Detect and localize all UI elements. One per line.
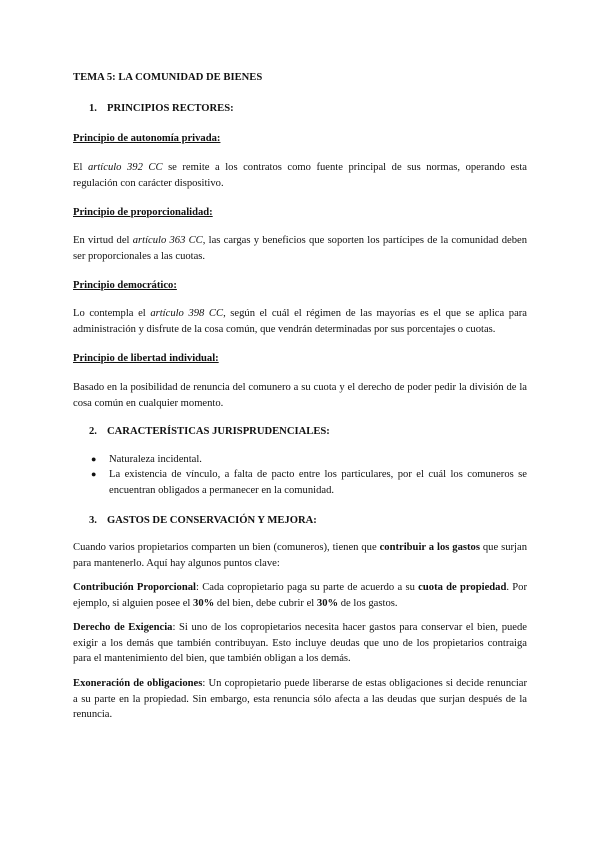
section-1-number: 1.	[89, 103, 97, 114]
text-run: se remite a los contratos como fuente principal de sus normas, operando esta regulación con carácter dispositivo.	[73, 162, 527, 189]
text-run: : Un copropietario puede liberarse de estas obligaciones si decide renunciar a su parte en la propiedad. Sin embargo, esta renuncia sólo afecta a las deudas que surjan después de la renuncia.	[73, 678, 527, 720]
section-3-number: 3.	[89, 515, 97, 526]
proportional-contribution-paragraph	[73, 580, 527, 611]
text-run: : Si uno de los copropietarios necesita hacer gastos para conservar el bien, puede exigir a los demás que también contribuyan. Esto incluye deudas que uno de los propietarios contraiga para el mantenimiento del bien, que también obligan a los demás.	[73, 622, 527, 664]
item-heading: Contribución Proporcional	[73, 582, 196, 593]
article-citation: artículo 363 CC	[132, 235, 203, 246]
list-item-text: La existencia de vínculo, a falta de pacto entre los particulares, por el cuál los comuneros se encuentran obligados a permanecer en la comunidad.	[109, 469, 527, 496]
article-citation: artículo 392 CC	[87, 162, 163, 173]
text-run: Cuando varios propietarios comparten un bien (comuneros), tienen que	[73, 542, 380, 553]
emphasis: 30%	[316, 597, 339, 609]
text-run: de los gastos.	[338, 597, 398, 609]
principle-autonomy-heading: Principio de autonomía privada:	[73, 133, 221, 144]
item-heading: Exoneración de obligaciones	[73, 678, 203, 689]
section-3-intro	[73, 540, 527, 571]
text-run: El	[73, 162, 88, 173]
section-1-heading	[89, 101, 543, 117]
principle-individual-freedom-heading: Principio de libertad individual:	[73, 353, 219, 364]
list-item	[91, 467, 527, 498]
article-citation: artículo 398 CC	[150, 308, 224, 319]
bullet-icon: ●	[91, 469, 97, 479]
text-run: , las cargas y beneficios que soporten los partícipes de la comunidad deben ser proporcionales a las cuotas.	[73, 235, 527, 262]
emphasis: 30%	[193, 597, 215, 609]
exoneration-paragraph	[73, 676, 527, 723]
section-2-title: CARACTERÍSTICAS JURISPRUDENCIALES:	[107, 426, 330, 437]
text-run: . Por ejemplo, si alguien posee el	[73, 582, 528, 609]
item-heading: Derecho de Exigencia	[73, 622, 173, 633]
text-run: del bien, debe cubrir el	[214, 597, 317, 609]
text-run: En virtud del	[73, 235, 133, 246]
bullet-icon: ●	[91, 454, 97, 464]
principle-individual-freedom-text: Basado en la posibilidad de renuncia del comunero a su cuota y el derecho de poder pedir la división de la cosa común en cualquier momento.	[73, 382, 527, 409]
principle-autonomy-text	[73, 160, 527, 191]
section-2-heading	[89, 424, 543, 440]
text-run: , según el cuál el régimen de las mayorías es el que se aplica para administración y disfrute de la cosa común, que vendrán determinadas por sus porcentajes o cuotas.	[73, 308, 528, 335]
section-3-title: GASTOS DE CONSERVACIÓN Y MEJORA:	[107, 515, 317, 526]
text-run: Lo contempla el	[73, 308, 151, 319]
section-3-heading	[89, 513, 543, 529]
principle-democratic-heading: Principio democrático:	[73, 280, 177, 291]
right-of-demand-paragraph	[73, 620, 527, 667]
emphasis: contribuir a los gastos	[379, 542, 480, 553]
section-2-number: 2.	[89, 426, 97, 437]
document-title: TEMA 5: LA COMUNIDAD DE BIENES	[73, 72, 263, 83]
text-run: : Cada copropietario paga su parte de acuerdo a su	[195, 582, 419, 593]
principle-proportionality-text	[73, 233, 527, 264]
section-1-title: PRINCIPIOS RECTORES:	[107, 103, 234, 114]
text-run: que surjan para mantenerlo. Aquí hay algunos puntos clave:	[73, 542, 527, 569]
list-item	[91, 452, 527, 468]
list-item-text: Naturaleza incidental.	[109, 454, 202, 465]
principle-democratic-text	[73, 306, 527, 337]
principle-proportionality-heading: Principio de proporcionalidad:	[73, 207, 213, 218]
emphasis: cuota de propiedad	[418, 582, 507, 593]
